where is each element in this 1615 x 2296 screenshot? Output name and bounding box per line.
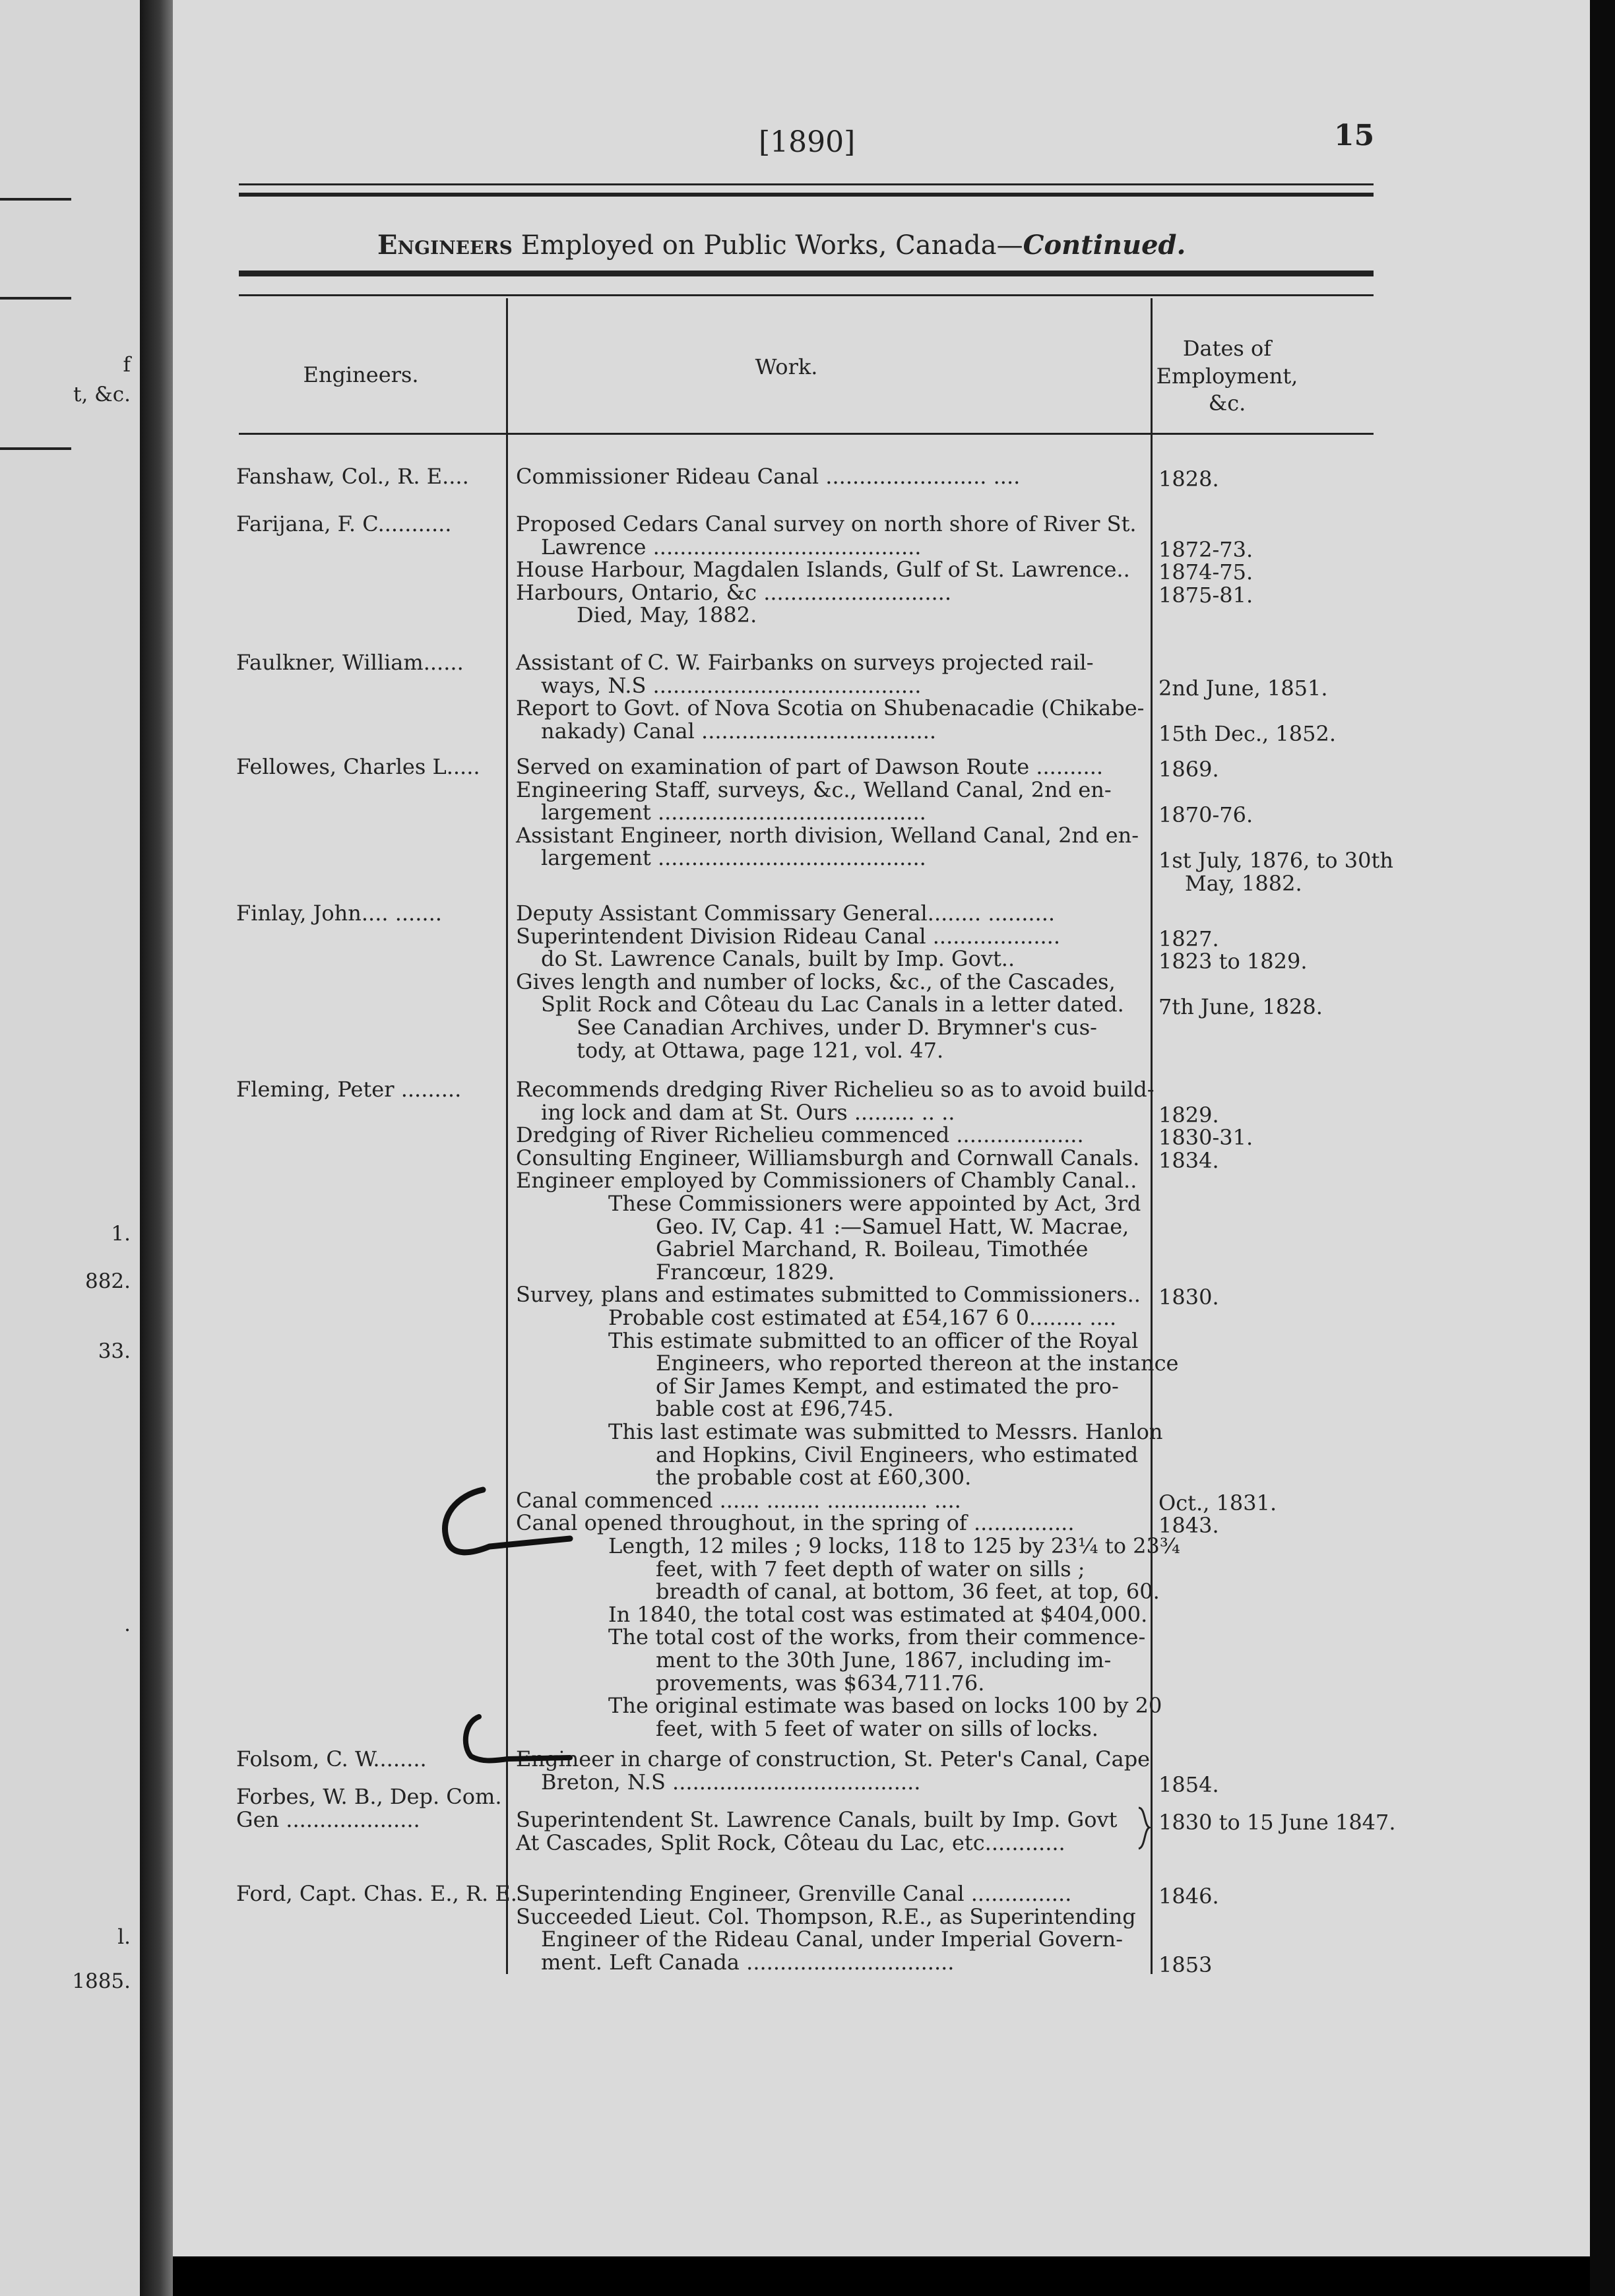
work-line: Engineering Staff, surveys, &c., Welland Canal, 2nd en- bbox=[516, 777, 1112, 802]
work-line: of Sir James Kempt, and estimated the pro- bbox=[656, 1373, 1119, 1399]
work-line: The original estimate was based on locks 100 by 20 bbox=[608, 1693, 1162, 1719]
work-line: Proposed Cedars Canal survey on north shore of River St. bbox=[516, 511, 1137, 536]
work-line: feet, with 7 feet depth of water on sills ; bbox=[656, 1556, 1085, 1581]
work-line: ing lock and dam at St. Ours ......... .. .. bbox=[541, 1099, 955, 1125]
work-line: Engineer in charge of construction, St. Peter's Canal, Cape bbox=[516, 1746, 1151, 1771]
work-line: ways, N.S ........................................ bbox=[541, 672, 922, 698]
work-line: Engineer of the Rideau Canal, under Imperial Govern- bbox=[541, 1927, 1124, 1952]
engineer-name: Faulkner, William...... bbox=[236, 650, 464, 675]
employment-date: 1830 to 15 June 1847. bbox=[1158, 1810, 1396, 1835]
work-line: do St. Lawrence Canals, built by Imp. Govt.. bbox=[541, 946, 1015, 972]
left-fragment-rule bbox=[0, 198, 71, 201]
work-line: Gabriel Marchand, R. Boileau, Timothée bbox=[656, 1236, 1089, 1262]
column-header-work: Work. bbox=[755, 354, 818, 379]
employment-date: 1823 to 1829. bbox=[1158, 949, 1308, 974]
work-line: Consulting Engineer, Williamsburgh and Cornwall Canals. bbox=[516, 1145, 1140, 1170]
left-fragment-item: . bbox=[124, 1612, 131, 1636]
work-line: Probable cost estimated at £54,167 6 0........ .... bbox=[608, 1305, 1117, 1330]
column-header-rule bbox=[239, 433, 1374, 435]
work-line: In 1840, the total cost was estimated at $404,000. bbox=[608, 1601, 1148, 1627]
page-number: 15 bbox=[1334, 119, 1375, 152]
work-line: provements, was $634,711.76. bbox=[656, 1670, 985, 1696]
header-rule bbox=[239, 193, 1374, 197]
work-line: Superintendent Division Rideau Canal ................... bbox=[516, 923, 1060, 949]
work-line: Assistant of C. W. Fairbanks on surveys projected rail- bbox=[516, 650, 1094, 675]
column-header-dates: Dates of Employment, &c. bbox=[1156, 336, 1298, 416]
engineer-name: Finlay, John.... ....... bbox=[236, 901, 442, 926]
work-line: Superintendent St. Lawrence Canals, built by Imp. Govt bbox=[516, 1807, 1118, 1832]
left-page-fragment bbox=[0, 0, 140, 2296]
work-line: Engineer employed by Commissioners of Chambly Canal.. bbox=[516, 1168, 1137, 1194]
work-line: Report to Govt. of Nova Scotia on Shubenacadie (Chikabe- bbox=[516, 695, 1145, 721]
work-line: Split Rock and Côteau du Lac Canals in a letter dated. bbox=[541, 992, 1124, 1017]
engineer-name-continued: Gen .................... bbox=[236, 1807, 420, 1832]
work-line: Harbours, Ontario, &c ............................ bbox=[516, 579, 952, 605]
engineer-name: Folsom, C. W........ bbox=[236, 1746, 427, 1771]
work-line: ment. Left Canada ............................... bbox=[541, 1949, 955, 1975]
left-fragment-item: 1. bbox=[111, 1222, 131, 1246]
left-fragment-rule bbox=[0, 447, 71, 450]
work-line: Breton, N.S ..................................... bbox=[541, 1769, 921, 1795]
work-line: ment to the 30th June, 1867, including im- bbox=[656, 1647, 1112, 1673]
work-line: breadth of canal, at bottom, 36 feet, at top, 60. bbox=[656, 1579, 1160, 1605]
work-line: This estimate submitted to an officer of the Royal bbox=[608, 1327, 1139, 1353]
book-spine-shadow bbox=[140, 0, 173, 2296]
work-line: Served on examination of part of Dawson Route .......... bbox=[516, 754, 1104, 779]
employment-date: 7th June, 1828. bbox=[1158, 994, 1323, 1020]
work-line: The total cost of the works, from their commence- bbox=[608, 1624, 1146, 1650]
work-line: tody, at Ottawa, page 121, vol. 47. bbox=[577, 1037, 944, 1063]
handwritten-c-mark bbox=[431, 1478, 583, 1577]
employment-date: 1843. bbox=[1158, 1513, 1219, 1539]
work-line: Gives length and number of locks, &c., of the Cascades, bbox=[516, 969, 1116, 994]
work-line: nakady) Canal ................................... bbox=[541, 718, 937, 744]
work-line: Dredging of River Richelieu commenced ................... bbox=[516, 1122, 1084, 1148]
work-line: Commissioner Rideau Canal ........................ .... bbox=[516, 464, 1021, 489]
work-line: Died, May, 1882. bbox=[577, 602, 757, 628]
handwritten-c-mark bbox=[445, 1709, 577, 1781]
work-line: Succeeded Lieut. Col. Thompson, R.E., as Superintending bbox=[516, 1903, 1136, 1929]
employment-date: 1872-73. bbox=[1158, 536, 1253, 562]
engineer-name: Fanshaw, Col., R. E.... bbox=[236, 464, 469, 489]
employment-date: 1827. bbox=[1158, 926, 1219, 951]
page-title bbox=[377, 230, 1186, 261]
engineer-name: Forbes, W. B., Dep. Com. bbox=[236, 1784, 502, 1810]
employment-date: 1828. bbox=[1158, 466, 1219, 492]
work-line: Deputy Assistant Commissary General........ .......... bbox=[516, 901, 1056, 926]
employment-date: May, 1882. bbox=[1185, 871, 1302, 896]
employment-date: 1870-76. bbox=[1158, 802, 1253, 828]
work-line: bable cost at £96,745. bbox=[656, 1396, 894, 1422]
work-line: Geo. IV, Cap. 41 :—Samuel Hatt, W. Macrae, bbox=[656, 1213, 1129, 1239]
left-fragment-item: 1885. bbox=[72, 1969, 131, 1993]
left-fragment-header-1: f bbox=[123, 353, 131, 377]
work-line: Length, 12 miles ; 9 locks, 118 to 125 by 23¼ to 23¾ bbox=[608, 1533, 1180, 1558]
engineer-name: Fellowes, Charles L..... bbox=[236, 754, 480, 779]
work-line: feet, with 5 feet of water on sills of locks. bbox=[656, 1715, 1098, 1741]
title-middle: Employed on Public Works, Canada— bbox=[521, 230, 1023, 261]
engineer-name: Farijana, F. C........... bbox=[236, 511, 452, 536]
work-line: Recommends dredging River Richelieu so as to avoid build- bbox=[516, 1077, 1155, 1102]
column-divider bbox=[1151, 298, 1153, 1974]
document-page bbox=[173, 0, 1590, 2256]
employment-date: 1875-81. bbox=[1158, 582, 1253, 608]
work-line: Survey, plans and estimates submitted to Commissioners.. bbox=[516, 1282, 1141, 1308]
employment-date: 1853 bbox=[1158, 1952, 1213, 1977]
work-line: Engineers, who reported thereon at the instance bbox=[656, 1351, 1179, 1376]
employment-date: 1830. bbox=[1158, 1285, 1219, 1310]
left-fragment-item: l. bbox=[117, 1925, 131, 1949]
employment-date: 1829. bbox=[1158, 1102, 1219, 1128]
employment-date: 15th Dec., 1852. bbox=[1158, 720, 1336, 746]
work-line: largement ........................................ bbox=[541, 845, 926, 871]
employment-date: 1869. bbox=[1158, 757, 1219, 782]
table-top-rule bbox=[239, 294, 1374, 296]
column-header-engineers: Engineers. bbox=[303, 362, 419, 387]
employment-date: Oct., 1831. bbox=[1158, 1490, 1277, 1515]
left-fragment-header-2: t, &c. bbox=[73, 383, 131, 406]
left-fragment-item: 882. bbox=[84, 1269, 131, 1293]
work-line: This last estimate was submitted to Messrs. Hanlon bbox=[608, 1419, 1163, 1444]
work-line: Canal opened throughout, in the spring of ............... bbox=[516, 1510, 1075, 1536]
work-line: Lawrence ........................................ bbox=[541, 534, 922, 559]
work-line: At Cascades, Split Rock, Côteau du Lac, etc............ bbox=[516, 1830, 1065, 1855]
work-line: These Commissioners were appointed by Act, 3rd bbox=[608, 1191, 1141, 1216]
title-lead: Engineers bbox=[377, 230, 513, 261]
year-heading: [1890] bbox=[759, 125, 856, 159]
work-line: Assistant Engineer, north division, Welland Canal, 2nd en- bbox=[516, 822, 1139, 848]
work-line: Superintending Engineer, Grenville Canal ............... bbox=[516, 1881, 1072, 1906]
work-line: See Canadian Archives, under D. Brymner's cus- bbox=[577, 1015, 1097, 1040]
employment-date: 1st July, 1876, to 30th bbox=[1158, 848, 1393, 874]
employment-date: 1846. bbox=[1158, 1884, 1219, 1909]
scan-border bbox=[1590, 0, 1615, 2296]
engineer-name: Fleming, Peter ......... bbox=[236, 1077, 462, 1102]
employment-date: 1854. bbox=[1158, 1771, 1219, 1797]
employment-date: 1830-31. bbox=[1158, 1125, 1253, 1151]
employment-date: 2nd June, 1851. bbox=[1158, 675, 1328, 701]
table-top-rule bbox=[239, 271, 1374, 276]
employment-date: 1874-75. bbox=[1158, 559, 1253, 585]
work-line: Canal commenced ...... ........ ............... .... bbox=[516, 1487, 961, 1513]
work-line: largement ........................................ bbox=[541, 800, 926, 825]
employment-date: 1834. bbox=[1158, 1147, 1219, 1173]
work-line: Francœur, 1829. bbox=[656, 1259, 835, 1285]
grouping-brace bbox=[1136, 1805, 1152, 1851]
title-tail: Continued. bbox=[1023, 230, 1186, 261]
work-line: the probable cost at £60,300. bbox=[656, 1465, 972, 1490]
work-line: and Hopkins, Civil Engineers, who estimated bbox=[656, 1442, 1139, 1467]
left-fragment-item: 33. bbox=[98, 1339, 131, 1363]
header-rule bbox=[239, 183, 1374, 185]
engineer-name: Ford, Capt. Chas. E., R. E. bbox=[236, 1881, 517, 1906]
work-line: House Harbour, Magdalen Islands, Gulf of St. Lawrence.. bbox=[516, 557, 1130, 583]
left-fragment-rule bbox=[0, 297, 71, 300]
